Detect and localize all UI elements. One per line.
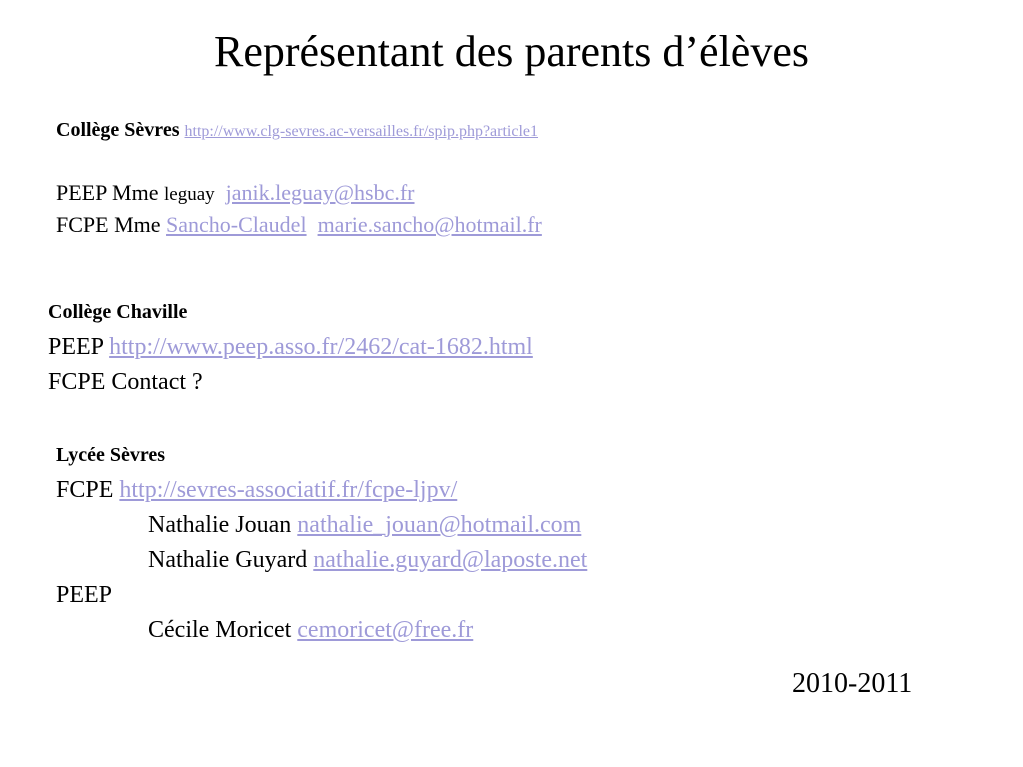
- chaville-fcpe-line: FCPE Contact ?: [48, 369, 203, 395]
- sevres-college-fcpe-line: [56, 208, 542, 242]
- contact-name: Nathalie Guyard: [148, 547, 308, 573]
- chaville-peep-url-link[interactable]: http://www.peep.asso.fr/2462/cat-1682.html: [109, 334, 533, 360]
- lycee-fcpe-line: [56, 473, 457, 507]
- peep-prefix: PEEP Mme: [56, 180, 159, 205]
- school-year: 2010-2011: [792, 668, 913, 699]
- lycee-contact-2: [148, 543, 587, 577]
- chaville-peep-label: PEEP: [48, 334, 104, 360]
- fcpe-email-link[interactable]: marie.sancho@hotmail.fr: [317, 212, 542, 237]
- page-title: Représentant des parents d’élèves: [214, 27, 809, 76]
- contact-email-link[interactable]: cemoricet@free.fr: [297, 617, 474, 643]
- chaville-peep-line: [48, 330, 533, 364]
- contact-email-link[interactable]: nathalie.guyard@laposte.net: [313, 547, 588, 573]
- sevres-lycee-heading: Lycée Sèvres: [56, 444, 166, 466]
- lycee-peep-label: PEEP: [56, 582, 113, 608]
- sevres-college-heading: Collège Sèvres: [56, 119, 180, 141]
- peep-email-link[interactable]: janik.leguay@hsbc.fr: [225, 180, 415, 205]
- contact-email-link[interactable]: nathalie_jouan@hotmail.com: [297, 512, 582, 538]
- sevres-college-url-link[interactable]: http://www.clg-sevres.ac-versailles.fr/spip.php?article1: [184, 123, 539, 140]
- contact-name: Nathalie Jouan: [148, 512, 292, 538]
- fcpe-prefix: FCPE Mme: [56, 212, 161, 237]
- contact-name: Cécile Moricet: [148, 617, 292, 643]
- lycee-peep-contact: [148, 613, 473, 647]
- peep-name: leguay: [163, 184, 215, 205]
- chaville-college-heading: Collège Chaville: [48, 301, 188, 323]
- lycee-fcpe-label: FCPE: [56, 477, 114, 503]
- sevres-college-heading-line: [56, 116, 538, 146]
- sevres-college-peep-line: [56, 176, 415, 212]
- lycee-fcpe-url-link[interactable]: http://sevres-associatif.fr/fcpe-ljpv/: [119, 477, 458, 503]
- lycee-contact-1: [148, 508, 581, 542]
- fcpe-name-link[interactable]: Sancho-Claudel: [166, 212, 307, 237]
